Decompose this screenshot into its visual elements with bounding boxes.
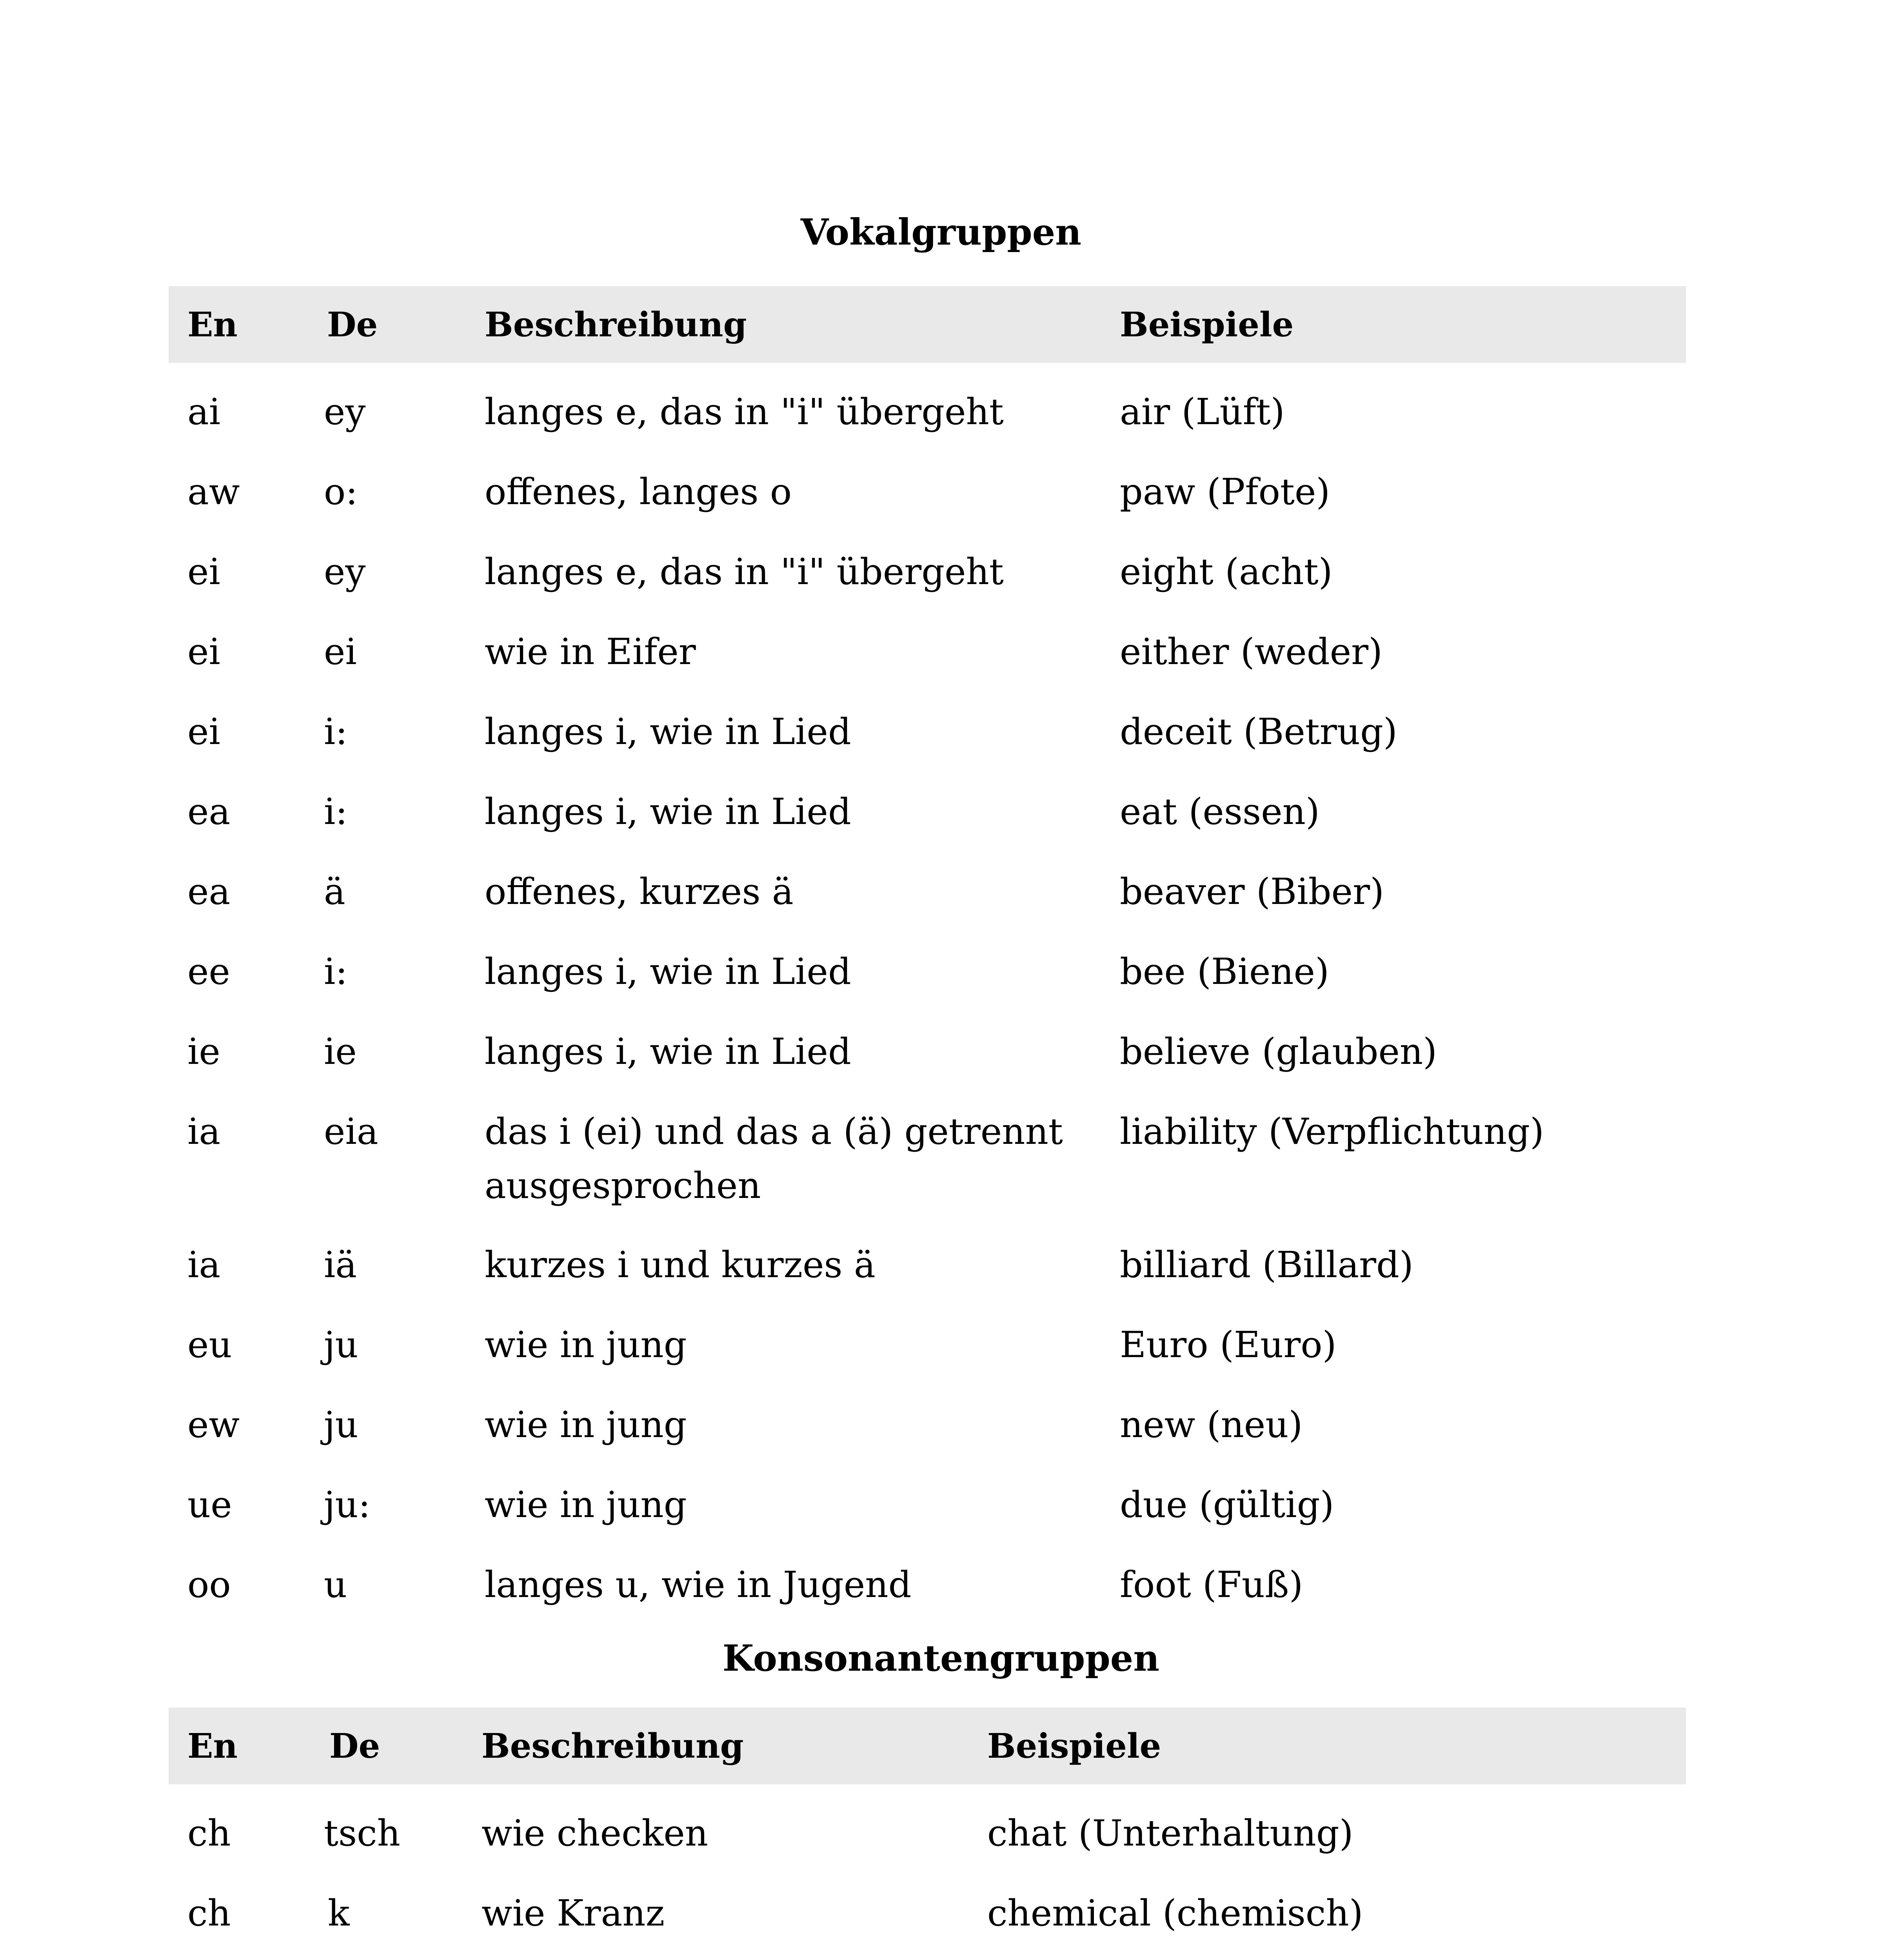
cell-beschreibung: kurzes i und kurzes ä bbox=[485, 1244, 876, 1286]
cell-beschreibung: wie in Eifer bbox=[485, 631, 696, 673]
cell-beschreibung: wie Kranz bbox=[481, 1892, 665, 1934]
cell-de: i: bbox=[324, 791, 348, 833]
cell-beispiele: due (gültig) bbox=[1120, 1484, 1334, 1526]
table-row bbox=[169, 1083, 1686, 1216]
column-header-beschreibung: Beschreibung bbox=[463, 1708, 968, 1784]
cell-de: k bbox=[328, 1892, 350, 1934]
table-row bbox=[169, 363, 1686, 443]
table-row bbox=[169, 763, 1686, 843]
column-header-de: De bbox=[305, 286, 466, 363]
cell-en: ch bbox=[187, 1812, 231, 1854]
cell-de: i: bbox=[324, 711, 348, 753]
cell-en: oo bbox=[187, 1564, 231, 1606]
cell-de: ju: bbox=[324, 1484, 371, 1526]
cell-en: ew bbox=[187, 1404, 240, 1446]
column-header-beschreibung: Beschreibung bbox=[466, 286, 1101, 363]
table-row bbox=[169, 1536, 1686, 1616]
table-header-row bbox=[169, 1708, 1686, 1784]
cell-beispiele: billiard (Billard) bbox=[1120, 1244, 1413, 1286]
cell-beschreibung: langes i, wie in Lied bbox=[485, 951, 851, 993]
cell-beschreibung: langes e, das in "i" übergeht bbox=[485, 391, 1004, 433]
table-row bbox=[169, 443, 1686, 523]
column-header-de: De bbox=[302, 1708, 463, 1784]
cell-beschreibung: wie in jung bbox=[485, 1404, 687, 1446]
table-row bbox=[169, 523, 1686, 603]
table-row bbox=[169, 1216, 1686, 1296]
cell-beschreibung: langes u, wie in Jugend bbox=[485, 1564, 912, 1606]
cell-en: ei bbox=[187, 711, 220, 753]
cell-de: ju bbox=[324, 1324, 358, 1366]
cell-beschreibung: langes i, wie in Lied bbox=[485, 711, 851, 753]
column-header-en: En bbox=[169, 1708, 302, 1784]
cell-beispiele: deceit (Betrug) bbox=[1120, 711, 1397, 753]
cell-beschreibung bbox=[463, 1944, 968, 1960]
table-row bbox=[169, 1003, 1686, 1083]
table-row bbox=[169, 683, 1686, 763]
cell-beispiele: foot (Fuß) bbox=[1120, 1564, 1303, 1606]
cell-en: ei bbox=[187, 551, 220, 593]
cell-beschreibung: langes e, das in "i" übergeht bbox=[485, 551, 1004, 593]
cell-beispiele: believe (glauben) bbox=[1120, 1031, 1437, 1073]
cell-beispiele: paw (Pfote) bbox=[1120, 471, 1330, 513]
cell-beispiele bbox=[968, 1944, 1686, 1960]
konsonantengruppen-table bbox=[169, 1708, 1686, 1960]
cell-beispiele: chemical (chemisch) bbox=[987, 1892, 1363, 1934]
column-header-en: En bbox=[169, 286, 305, 363]
cell-de: ä bbox=[324, 871, 345, 913]
cell-de: tsch bbox=[324, 1812, 400, 1854]
cell-de: ju bbox=[324, 1404, 358, 1446]
cell-de bbox=[302, 1944, 463, 1960]
cell-de: ei bbox=[324, 631, 357, 673]
table-row bbox=[169, 603, 1686, 683]
cell-beschreibung: offenes, langes o bbox=[485, 471, 792, 513]
cell-beispiele: Euro (Euro) bbox=[1120, 1324, 1337, 1366]
vokalgruppen-table bbox=[169, 286, 1686, 1616]
cell-beispiele: eight (acht) bbox=[1120, 551, 1333, 593]
cell-en: ee bbox=[187, 951, 230, 993]
cell-beschreibung: wie in jung bbox=[485, 1324, 687, 1366]
cell-beispiele: liability (Verpflichtung) bbox=[1120, 1111, 1544, 1152]
cell-en: ue bbox=[187, 1484, 232, 1526]
cell-de: ey bbox=[324, 391, 366, 433]
column-header-beispiele: Beispiele bbox=[1101, 286, 1686, 363]
table-row bbox=[169, 1376, 1686, 1456]
cell-beispiele: new (neu) bbox=[1120, 1404, 1303, 1446]
cell-de: iä bbox=[324, 1244, 357, 1286]
cell-beschreibung: das i (ei) und das a (ä) getrennt ausgesprochen bbox=[485, 1111, 1063, 1207]
cell-beschreibung: wie in jung bbox=[485, 1484, 687, 1526]
cell-en: ia bbox=[187, 1244, 221, 1286]
cell-en: ea bbox=[187, 791, 231, 833]
table-row bbox=[169, 1784, 1686, 1864]
konsonantengruppen-title: Konsonantengruppen bbox=[722, 1637, 1160, 1679]
cell-de: ey bbox=[324, 551, 366, 593]
table-row bbox=[169, 1456, 1686, 1536]
table-header-row bbox=[169, 286, 1686, 363]
cell-beispiele: air (Lüft) bbox=[1120, 391, 1285, 433]
table-row bbox=[169, 1296, 1686, 1376]
cell-beispiele: beaver (Biber) bbox=[1120, 871, 1384, 913]
cell-de: u bbox=[324, 1564, 347, 1606]
cell-en: ai bbox=[187, 391, 221, 433]
cell-beschreibung: langes i, wie in Lied bbox=[485, 791, 851, 833]
cell-de: ie bbox=[324, 1031, 357, 1073]
column-header-beispiele: Beispiele bbox=[968, 1708, 1686, 1784]
cell-beispiele: bee (Biene) bbox=[1120, 951, 1329, 993]
vokalgruppen-title: Vokalgruppen bbox=[800, 211, 1082, 253]
cell-beschreibung: offenes, kurzes ä bbox=[485, 871, 794, 913]
cell-beispiele: chat (Unterhaltung) bbox=[987, 1812, 1353, 1854]
cell-beispiele: either (weder) bbox=[1120, 631, 1383, 673]
cell-beschreibung: langes i, wie in Lied bbox=[485, 1031, 851, 1073]
cell-de: o: bbox=[324, 471, 358, 513]
table-row bbox=[169, 1864, 1686, 1944]
cell-beschreibung: wie checken bbox=[481, 1812, 708, 1854]
cell-en: ei bbox=[187, 631, 220, 673]
cell-en: ia bbox=[187, 1111, 221, 1152]
table-row bbox=[169, 1944, 1686, 1960]
table-row bbox=[169, 923, 1686, 1003]
cell-en: ea bbox=[187, 871, 231, 913]
cell-de: i: bbox=[324, 951, 348, 993]
cell-en bbox=[169, 1944, 302, 1960]
cell-en: eu bbox=[187, 1324, 232, 1366]
cell-en: ie bbox=[187, 1031, 220, 1073]
cell-en: ch bbox=[187, 1892, 231, 1934]
table-row bbox=[169, 843, 1686, 923]
cell-en: aw bbox=[187, 471, 240, 513]
cell-de: eia bbox=[324, 1111, 378, 1152]
cell-beispiele: eat (essen) bbox=[1120, 791, 1320, 833]
